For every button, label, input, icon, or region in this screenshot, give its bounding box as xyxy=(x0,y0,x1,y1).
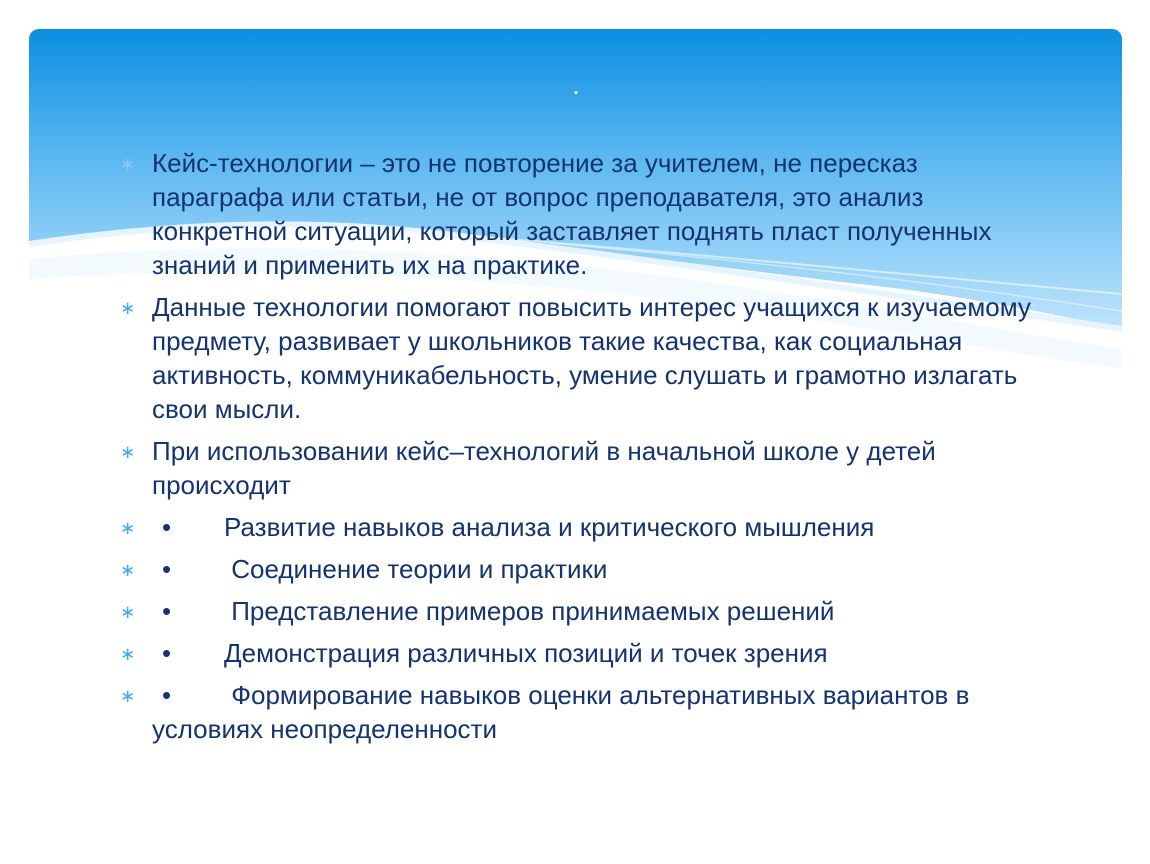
list-item xyxy=(117,146,1037,282)
bullet-text: Формирование навыков оценки альтернативных вариантов в условиях неопределенности xyxy=(152,680,970,744)
bullet-text: Развитие навыков анализа и критического мышления xyxy=(224,512,875,542)
sub-bullet-icon: • xyxy=(162,680,172,710)
list-item xyxy=(117,434,1037,502)
bullet-text: Демонстрация различных позиций и точек зрения xyxy=(224,638,828,668)
bullet-asterisk-icon: ∗ xyxy=(120,686,136,706)
bullet-asterisk-icon: ∗ xyxy=(120,442,136,462)
sub-bullet-icon: • xyxy=(162,512,172,542)
list-item xyxy=(117,510,1037,544)
bullet-text: Кейс-технологии – это не повторение за учителем, не пересказ параграфа или статьи, не от вопрос преподавателя, это анализ конкретной ситуации, который заставляет поднять пласт полученных знаний и применить их на практике. xyxy=(152,148,992,280)
bullet-asterisk-icon: ∗ xyxy=(120,602,136,622)
slide-title: . xyxy=(572,69,580,100)
list-item xyxy=(117,552,1037,586)
list-item xyxy=(117,594,1037,628)
bullet-asterisk-icon: ∗ xyxy=(120,644,136,664)
sub-bullet-icon: • xyxy=(162,596,172,626)
sub-bullet-icon: • xyxy=(162,554,172,584)
bullet-text: Представление примеров принимаемых решений xyxy=(224,596,835,626)
list-item xyxy=(117,678,1037,746)
list-item xyxy=(117,636,1037,670)
bullet-asterisk-icon: ∗ xyxy=(120,154,136,174)
list-item xyxy=(117,290,1037,426)
bullet-asterisk-icon: ∗ xyxy=(120,560,136,580)
bullet-asterisk-icon: ∗ xyxy=(120,518,136,538)
sub-bullet-icon: • xyxy=(162,638,172,668)
bullet-text: Данные технологии помогают повысить интерес учащихся к изучаемому предмету, развивает у школьников такие качества, как социальная активность, коммуникабельность, умение слушать и грамотно излагать свои мысли. xyxy=(152,292,1031,424)
bullet-asterisk-icon: ∗ xyxy=(120,298,136,318)
bullet-text: При использовании кейс–технологий в начальной школе у детей происходит xyxy=(152,436,936,500)
bullet-list xyxy=(117,146,1037,754)
bullet-text: Соединение теории и практики xyxy=(224,554,608,584)
slide-card xyxy=(29,29,1122,835)
